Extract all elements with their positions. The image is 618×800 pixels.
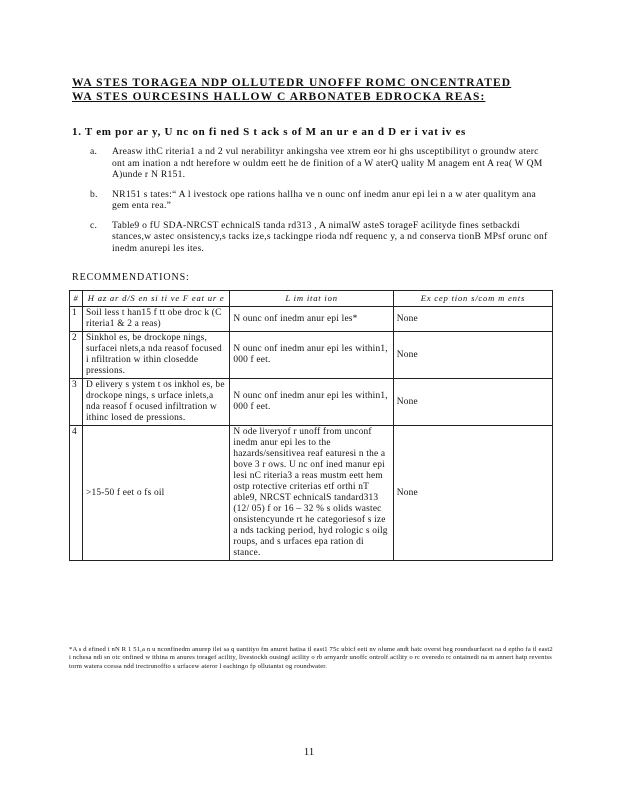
- exceptions-cell: None: [393, 426, 552, 561]
- column-header-feature: H az ar d/S en si ti ve F eat ur e: [82, 291, 229, 307]
- row-number: 3: [70, 379, 83, 426]
- exceptions-cell: None: [393, 307, 552, 332]
- list-item-text: NR151 s tates:“ A l ivestock ope rations hallha ve n ounc onf inedm anur epi lei n a w ater qualitym ana gem enta rea.”: [112, 188, 537, 211]
- row-number: 2: [70, 332, 83, 379]
- row-number: 4: [70, 426, 83, 561]
- page-title: [72, 76, 552, 104]
- table-header-row: [70, 291, 553, 307]
- table-row: [70, 332, 553, 379]
- feature-cell: Soil less t han15 f tt obe droc k (C riteria1 & 2 a reas): [82, 307, 229, 332]
- feature-cell: Sinkhol es, be drockope nings, surfacei nlets,a nda reasof focused i nfiltration w ithin closedde pressions.: [82, 332, 229, 379]
- table-row: [70, 379, 553, 426]
- feature-cell: >15-50 f eet o fs oil: [82, 426, 229, 561]
- list-marker: b.: [90, 188, 98, 200]
- feature-cell: D elivery s ystem t os inkhol es, be drockope nings, s urface inlets,a nda reasof f ocused infiltration w ithinc losed de pressions.: [82, 379, 229, 426]
- limitation-cell: N ode liveryof r unoff from unconf inedm anur epi les to the hazards/sensitivea reaf eaturesi n the a bove 3 r ows. U nc onf ined manur epi lesi nC riteria3 a reas mustm eett hem ostp rotective criterias etf orthi nT able9, NRCST echnicalS tandard313 (12/ 05) f or 16 – 32 % s olids wastec onsistencyunde rt he categoriesof s ize a nds tacking period, hyd rologic s oilg roups, and s urfaces epa ration di stance.: [230, 426, 393, 561]
- recommendations-heading: RECOMMENDATIONS:: [72, 272, 190, 283]
- limitation-cell: N ounc onf inedm anur epi les within1, 000 f eet.: [230, 379, 393, 426]
- table-row: [70, 426, 553, 561]
- page-number: 11: [303, 746, 315, 758]
- hazard-table: [69, 290, 553, 561]
- list-item: [90, 189, 552, 212]
- title-line-1: WA STES TORAGEA NDP OLLUTEDR UNOFFF ROMC ONCENTRATED: [72, 77, 512, 89]
- exceptions-cell: None: [393, 332, 552, 379]
- table-row: [70, 307, 553, 332]
- list-item-text: Table9 o fU SDA-NRCST echnicalS tanda rd313 , A nimalW asteS torageF acilityde fines setbackdi stances,w astec onsistency,s tacks ize,s tackingpe rioda ndf requenc y, a nd conserva tionB MPsf orunc onf inedm anurepi les ites.: [112, 219, 548, 254]
- row-number: 1: [70, 307, 83, 332]
- column-header-exceptions: Ex cep tion s/com m ents: [393, 291, 552, 307]
- limitation-cell: N ounc onf inedm anur epi les*: [230, 307, 393, 332]
- criteria-list: [90, 146, 552, 262]
- exceptions-cell: None: [393, 379, 552, 426]
- list-item-text: Areasw ithC riteria1 a nd 2 vul nerabilityr ankingsha vee xtrem eor hi ghs usceptibilityt o groundw aterc ont am ination a ndt herefore w ouldm eett he de finition of a W aterQ uality M anagem ent A rea( W QM A)unde r N R151.: [112, 146, 543, 180]
- list-marker: c.: [90, 219, 98, 231]
- column-header-number: #: [70, 291, 83, 307]
- title-line-2: WA STES OURCESINS HALLOW C ARBONATEB EDROCKA REAS:: [72, 91, 486, 103]
- limitation-cell: N ounc onf inedm anur epi les within1, 000 f eet.: [230, 332, 393, 379]
- list-marker: a.: [90, 146, 98, 157]
- section-heading: 1. T em por ar y, U nc on fi ned S t ack s of M an ur e an d D er i vat iv es: [72, 126, 467, 138]
- list-item: [90, 146, 552, 181]
- column-header-limitation: L im itat ion: [230, 291, 393, 307]
- list-item: [90, 220, 552, 255]
- footnote: *A s d efined i nN R 1 51,a n u nconfinedm anurep ilei sa q uantityo fm anuret hatisa tl east1 75c ubicf eeti nv olume andt hatc overst heg roundsurfacet oa d eptho fa tl east2 i nchesa ndi sn otc onfined w ithina m anures toragef acility, livestockh ousingf acility o rb arnyardr unoffc ontrolf acility o rc overedo rc ontainedi na m annert hatp reventss torm watera ccessa ndd irectrunoffto s urfacew ateror l eachingo fp ollutantst og roundwater.: [69, 646, 553, 670]
